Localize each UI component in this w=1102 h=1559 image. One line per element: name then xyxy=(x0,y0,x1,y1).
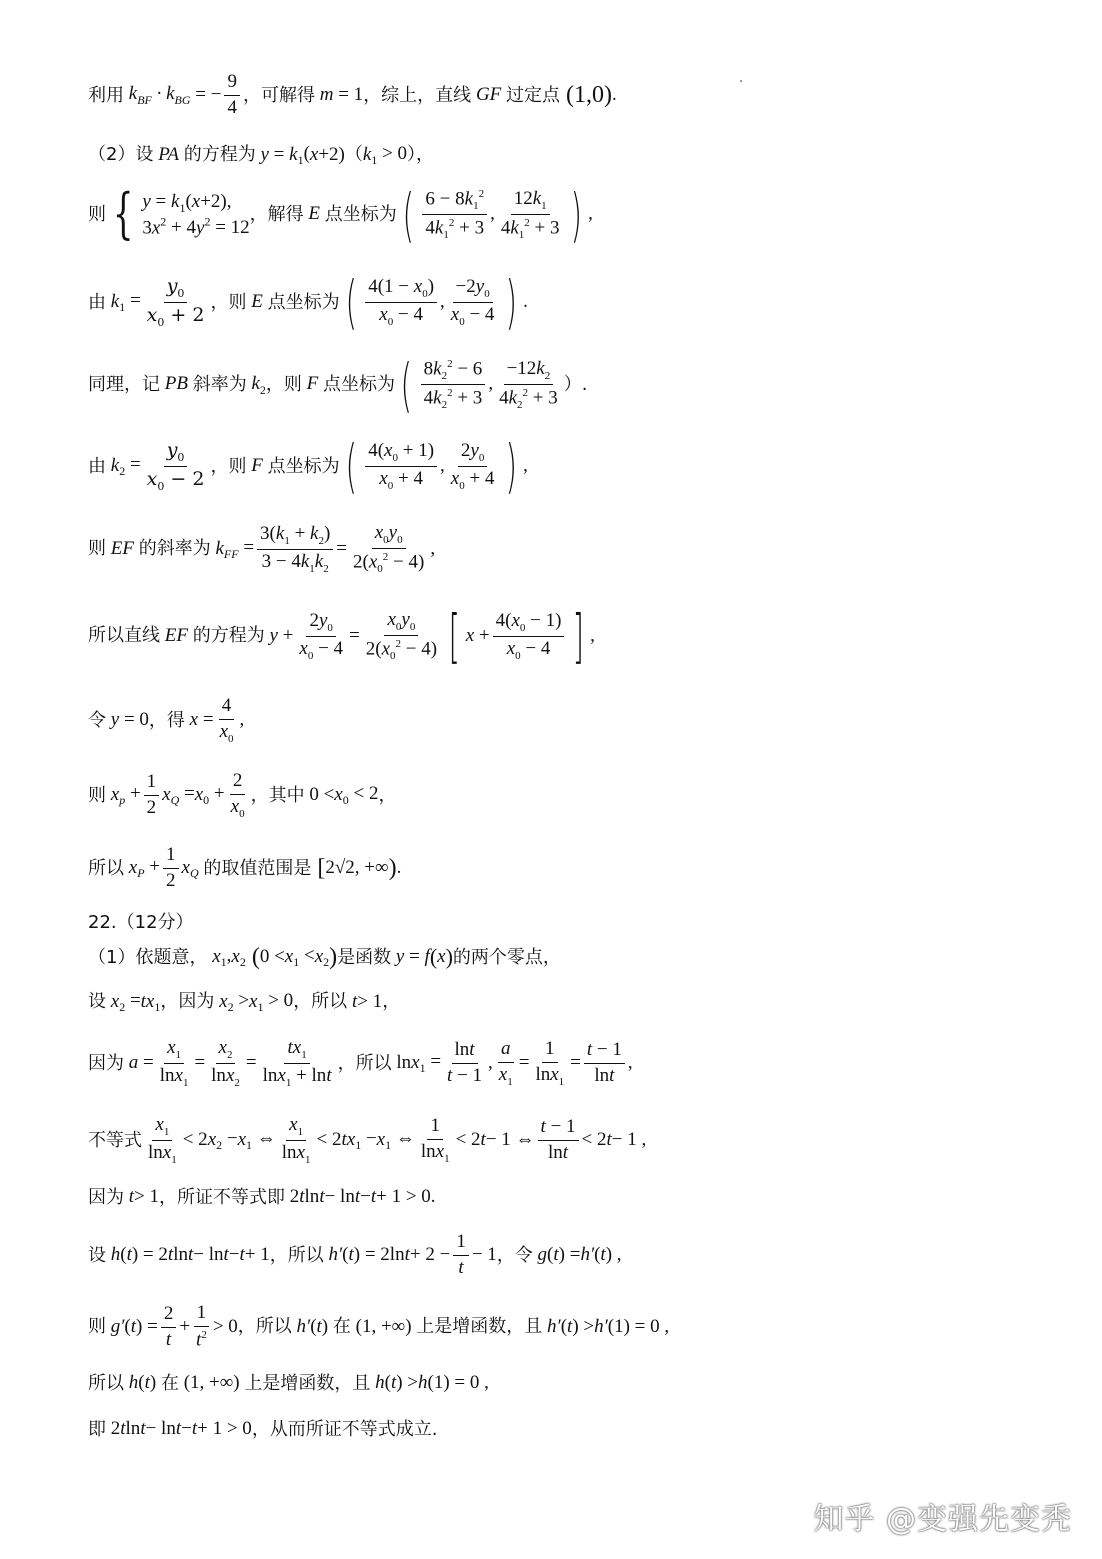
text-fragment: ，则 xyxy=(210,291,247,313)
text-fragment: （2）设 xyxy=(88,144,154,166)
line-16: 不等式 $\frac{x_1}{\ln x_1}$ < 2 x $_2$ − x $_1$ ⇔ $\frac{x_1}{\ln x_1}$ < 2 tx $_1$ − x $_1$ ⇔ $\frac{1}{\ln x_1}$ < 2 t − 1 ⇔ $\frac{t - 1}{\ln t}$ < 2 t − 1 , xyxy=(88,1114,647,1166)
text-fragment: 的斜率为 xyxy=(138,538,211,560)
line-5: 同理，记 PB 斜率为 k $_2$ ，则 F 点坐标为 ( $\frac{8k_2^2 - 6}{4k_2^2 + 3}$ , $\frac{-12k_2}{4k_2^2 + 3}$ ）. xyxy=(88,350,588,419)
text-fragment: 所以直线 xyxy=(88,625,160,647)
text-fragment: 同理，记 xyxy=(88,373,160,395)
line-10: 则 x $_p$ + $\frac{1}{2}$ x $_Q$ = x $_0$ + $\frac{2}{x_0}$ ，其中 0 < x $_0$ < 2 ， xyxy=(88,770,397,820)
text-fragment: 点坐标为 xyxy=(324,203,397,225)
line-20: 所以 h ( t ) 在 (1, +∞) 上是增函数，且 h ( t ) > h (1) = 0 , xyxy=(88,1372,489,1394)
text-fragment: 则 xyxy=(88,784,106,806)
text-fragment: 的方程为 xyxy=(183,144,256,166)
text-fragment: 利用 xyxy=(88,84,124,106)
text-fragment: 由 xyxy=(88,455,106,477)
text-fragment: 在 xyxy=(332,1316,351,1338)
text-fragment: 的两个零点， xyxy=(452,946,561,968)
text-fragment: 所以 xyxy=(88,857,124,879)
text-fragment: 22.（12分） xyxy=(88,912,194,933)
text-fragment: 上是增函数，且 xyxy=(416,1316,543,1338)
text-fragment: ，从而所证不等式成立. xyxy=(251,1418,438,1440)
line-4: 由 k $_1$ = $\frac{y_0}{x_0 + 2}$ ，则 E 点坐标为 ( $\frac{4(1 - x_0)}{x_0 - 4}$ , $\frac{-2y_0}{x_0 - 4}$ ) . xyxy=(88,268,528,337)
text-fragment: ，因为 xyxy=(160,991,215,1013)
text-fragment: 因为 xyxy=(88,1052,124,1074)
text-fragment: （1）依题意， xyxy=(88,946,208,968)
text-fragment: ，则 xyxy=(210,455,247,477)
text-fragment: 点坐标为 xyxy=(267,291,340,313)
text-fragment: ，所以 xyxy=(293,991,348,1013)
text-fragment: 则 xyxy=(88,203,106,225)
text-fragment: ，得 xyxy=(148,709,185,731)
text-fragment: 的取值范围是 xyxy=(203,857,312,879)
line-8: 所以直线 EF 的方程为 y + $\frac{2y_0}{x_0 - 4}$ = $\frac{x_0y_0}{2(x_0^2 - 4)}$ [ x + $\frac{4(x_0 - 1)}{x_0 - 4}$ ] , xyxy=(88,602,595,670)
text-fragment: 设 xyxy=(88,991,106,1013)
text-fragment: 即 xyxy=(88,1418,106,1440)
line-2: （2）设 PA 的方程为 y = k $_1$( x +2) （ k $_1$ > 0 ）， xyxy=(88,143,435,167)
zhihu-watermark: 知乎 @变强先变秃 xyxy=(813,1502,1072,1537)
text-fragment: ，解得 xyxy=(249,203,304,225)
text-fragment: 过定点 xyxy=(506,84,561,106)
text-fragment: ，综上，直线 xyxy=(363,84,472,106)
line-7: 则 EF 的斜率为 k $_{FF}$ = $\frac{3(k_1 + k_2)}{3 - 4k_1k_2}$ = $\frac{x_0y_0}{2(x_0^2 - 4)}$ , xyxy=(88,522,436,576)
text-fragment: ，其中 xyxy=(250,784,305,806)
line-6: 由 k $_2$ = $\frac{y_0}{x_0 - 2}$ ，则 F 点坐标为 ( $\frac{4(x_0 + 1)}{x_0 + 4}$ , $\frac{2y_0}{x_0 + 4}$ ) , xyxy=(88,432,528,501)
text-fragment: 上是增函数，且 xyxy=(244,1372,371,1394)
line-17: 因为 t > 1 ，所证不等式即 2 t ln t − ln t − t + 1 > 0. xyxy=(88,1186,436,1208)
line-18: 设 h ( t ) = 2 t ln t − ln t − t + 1 ，所以 h′ ( t ) = 2ln t + 2 − $\frac{1}{t}$ − 1 ，令 g ( t ) = h′ ( t ) , xyxy=(88,1231,622,1278)
line-19: 则 g′ ( t ) = $\frac{2}{t}$ + $\frac{1}{t^2}$ > 0 ，所以 h′ ( t ) 在 (1, +∞) 上是增函数，且 h′ ( t ) > h′ (1) = 0 , xyxy=(88,1302,670,1351)
text-fragment: ，所以 xyxy=(337,1052,392,1074)
text-fragment: 在 xyxy=(160,1372,179,1394)
text-fragment: ，所以 xyxy=(269,1244,324,1266)
text-fragment: 是函数 xyxy=(337,946,392,968)
line-21: 即 2 t ln t − ln t − t + 1 > 0 ，从而所证不等式成立. xyxy=(88,1418,438,1440)
line-14: 设 x $_2$ = tx $_1$ ，因为 x $_2$ > x $_1$ > 0 ，所以 t > 1 ， xyxy=(88,990,401,1014)
line-1: 利用 $k_{BF} \cdot k_{BG}$ = − $\frac{9}{4}$ ，可解得 m = 1 ，综上，直线 GF 过定点 (1,0) . xyxy=(88,71,617,118)
text-fragment: ，所以 xyxy=(237,1316,292,1338)
text-fragment: 斜率为 xyxy=(192,373,247,395)
text-fragment: 令 xyxy=(88,709,106,731)
text-fragment: ，则 xyxy=(265,373,302,395)
text-fragment: 由 xyxy=(88,291,106,313)
text-fragment: ，可解得 xyxy=(242,84,315,106)
text-fragment: ，所证不等式即 xyxy=(159,1186,285,1208)
text-fragment: 所以 xyxy=(88,1372,124,1394)
text-fragment: 设 xyxy=(88,1244,106,1266)
text-fragment: 因为 xyxy=(88,1186,124,1208)
text-fragment: 不等式 xyxy=(88,1129,142,1151)
line-13: （1）依题意， x $_1$, x $_2$ ( 0 < x $_1$ < x $_2$ ) 是函数 y = f ( x ) 的两个零点， xyxy=(88,944,561,970)
question-heading xyxy=(88,912,1042,934)
text-fragment: 的方程为 xyxy=(192,625,265,647)
line-11: 所以 x $_P$ + $\frac{1}{2}$ x $_Q$ 的取值范围是 [ 2√2, +∞ ) . xyxy=(88,844,402,891)
text-fragment: 则 xyxy=(88,538,106,560)
text-fragment: 则 xyxy=(88,1316,106,1338)
text-fragment: 点坐标为 xyxy=(267,455,340,477)
line-9: 令 y = 0 ，得 x = $\frac{4}{x_0}$ , xyxy=(88,695,245,745)
line-15: 因为 a = $\frac{x_1}{\ln x_1}$ = $\frac{x_2}{\ln x_2}$ = $\frac{tx_1}{\ln x_1 + \ln t}$ ，所以 ln x $_1$ = $\frac{\ln t}{t - 1}$ , $\frac{a}{x_1}$ = $\frac{1}{\ln x_1}$ = $\frac{t - 1}{\ln t}$ , xyxy=(88,1037,633,1089)
line-3: 则 { $y = k_1(x+2)$, $3x^2 + 4y^2 = 12$ ，解得 E 点坐标为 ( $\frac{6 - 8k_1^2}{4k_1^2 + 3}$ , $\frac{12k_1}{4k_1^2 + 3}$ ) , xyxy=(88,180,593,249)
text-fragment: 点坐标为 xyxy=(323,373,396,395)
text-fragment: ，令 xyxy=(496,1244,533,1266)
